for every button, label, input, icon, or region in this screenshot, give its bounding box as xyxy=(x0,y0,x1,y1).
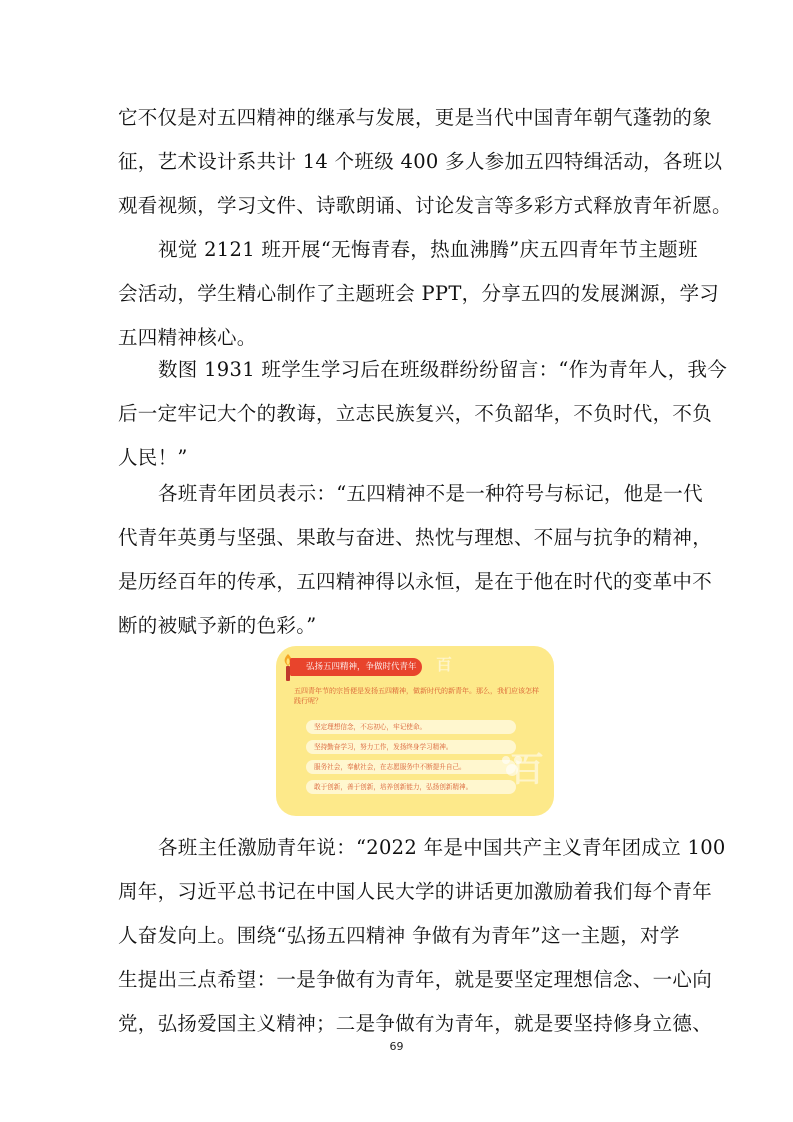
text-line: 各班青年团员表示：“五四精神不是一种符号与标记，他是一代 xyxy=(158,482,703,505)
text-line: 视觉 2121 班开展“无悔青春，热血沸腾”庆五四青年节主题班 xyxy=(158,238,698,261)
text-line: 会活动，学生精心制作了主题班会 PPT，分享五四的发展渊源，学习 xyxy=(118,282,720,305)
text-line: 观看视频，学习文件、诗歌朗诵、讨论发言等多彩方式释放青年祈愿。 xyxy=(118,194,732,217)
infographic-item: 服务社会，奉献社会，在志愿服务中不断提升自己。 xyxy=(306,760,516,774)
paragraph-4 xyxy=(118,472,713,648)
text-line: 断的被赋予新的色彩。” xyxy=(118,614,317,637)
infographic-image xyxy=(276,646,554,816)
text-line: 党，弘扬爱国主义精神；二是争做有为青年，就是要坚持修身立德、 xyxy=(118,1012,713,1035)
infographic-item: 坚持勤奋学习，努力工作，发扬终身学习精神。 xyxy=(306,740,516,754)
text-line: 代青年英勇与坚强、果敢与奋进、热忱与理想、不屈与抗争的精神， xyxy=(118,526,713,549)
infographic-item: 敢于创新，善于创新，培养创新能力，弘扬创新精神。 xyxy=(306,780,516,794)
infographic-banner: 弘扬五四精神，争做时代青年 xyxy=(290,658,422,676)
paragraph-1 xyxy=(118,96,732,228)
text-line: 是历经百年的传承，五四精神得以永恒，是在于他在时代的变革中不 xyxy=(118,570,713,593)
text-line: 后一定牢记大个的教诲，立志民族复兴，不负韶华，不负时代，不负 xyxy=(118,402,713,425)
infographic-intro: 五四青年节的宗旨便是发扬五四精神，做新时代的新青年。那么，我们应该怎样践行呢？ xyxy=(294,687,539,705)
text-line: 征，艺术设计系共计 14 个班级 400 多人参加五四特缉活动，各班以 xyxy=(118,150,723,173)
text-line: 生提出三点希望：一是争做有为青年，就是要坚定理想信念、一心向 xyxy=(118,968,713,991)
text-line: 各班主任激励青年说：“2022 年是中国共产主义青年团成立 100 xyxy=(158,836,726,859)
text-line: 数图 1931 班学生学习后在班级群纷纷留言：“作为青年人，我今 xyxy=(158,358,728,381)
page-number: 69 xyxy=(389,1040,404,1053)
text-line: 周年，习近平总书记在中国人民大学的讲话更加激励着我们每个青年 xyxy=(118,880,713,903)
paragraph-3 xyxy=(118,348,728,480)
watermark-text: 百 xyxy=(510,750,544,790)
infographic-item: 坚定理想信念，不忘初心，牢记使命。 xyxy=(306,720,516,734)
text-line: 它不仅是对五四精神的继承与发展，更是当代中国青年朝气蓬勃的象 xyxy=(118,106,713,129)
watermark-text: 百 xyxy=(436,655,453,674)
paragraph-2 xyxy=(118,228,720,360)
text-line: 人奋发向上。围绕“弘扬五四精神 争做有为青年”这一主题，对学 xyxy=(118,924,680,947)
text-line: 人民！” xyxy=(118,446,188,469)
paragraph-5 xyxy=(118,826,726,1046)
text-line: 五四精神核心。 xyxy=(118,326,257,349)
